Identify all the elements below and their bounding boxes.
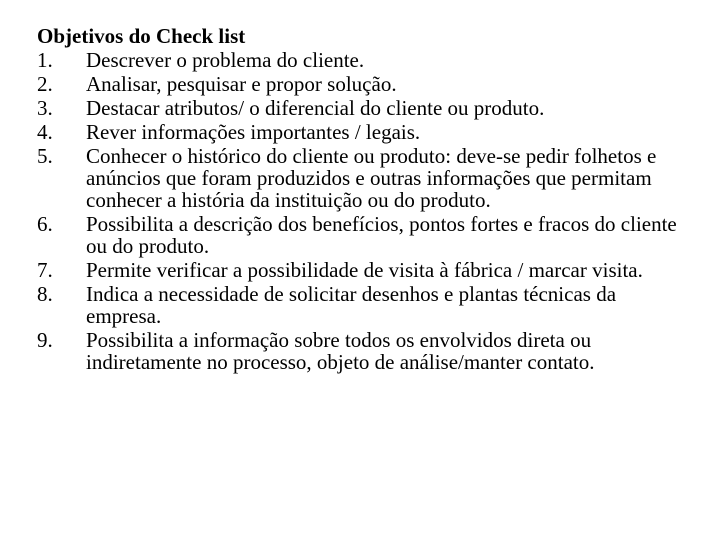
list-item-number: 1.	[37, 48, 53, 72]
list-item-number: 4.	[37, 120, 53, 144]
list-item-number: 9.	[37, 328, 53, 352]
list-item	[37, 282, 677, 328]
list-item-text: Analisar, pesquisar e propor solução.	[86, 72, 397, 96]
list-item	[37, 328, 677, 374]
list-item	[37, 48, 677, 72]
list-item-number: 6.	[37, 212, 53, 236]
list-item	[37, 212, 677, 258]
list-item	[37, 120, 677, 144]
list-item	[37, 96, 677, 120]
list-item	[37, 258, 677, 282]
list-item-text: Permite verificar a possibilidade de visita à fábrica / marcar visita.	[86, 258, 643, 282]
document-title: Objetivos do Check list	[37, 24, 246, 48]
list-item-text: Rever informações importantes / legais.	[86, 120, 421, 144]
list-item-text: Possibilita a descrição dos benefícios, pontos fortes e fracos do cliente ou do produto.	[86, 212, 677, 258]
objectives-list	[37, 48, 677, 374]
list-item-number: 3.	[37, 96, 53, 120]
list-item	[37, 72, 677, 96]
list-item-text: Conhecer o histórico do cliente ou produto: deve-se pedir folhetos e anúncios que foram produzidos e outras informações que permitam conhecer a história da instituição ou do produto.	[86, 144, 657, 212]
list-item-number: 8.	[37, 282, 53, 306]
list-item-text: Indica a necessidade de solicitar desenhos e plantas técnicas da empresa.	[86, 282, 617, 328]
list-item-text: Destacar atributos/ o diferencial do cliente ou produto.	[86, 96, 545, 120]
list-item	[37, 144, 677, 212]
list-item-number: 5.	[37, 144, 53, 168]
slide-content	[37, 24, 677, 374]
list-item-number: 2.	[37, 72, 53, 96]
list-item-text: Descrever o problema do cliente.	[86, 48, 365, 72]
list-item-number: 7.	[37, 258, 53, 282]
list-item-text: Possibilita a informação sobre todos os envolvidos direta ou indiretamente no processo, objeto de análise/manter contato.	[86, 328, 595, 374]
